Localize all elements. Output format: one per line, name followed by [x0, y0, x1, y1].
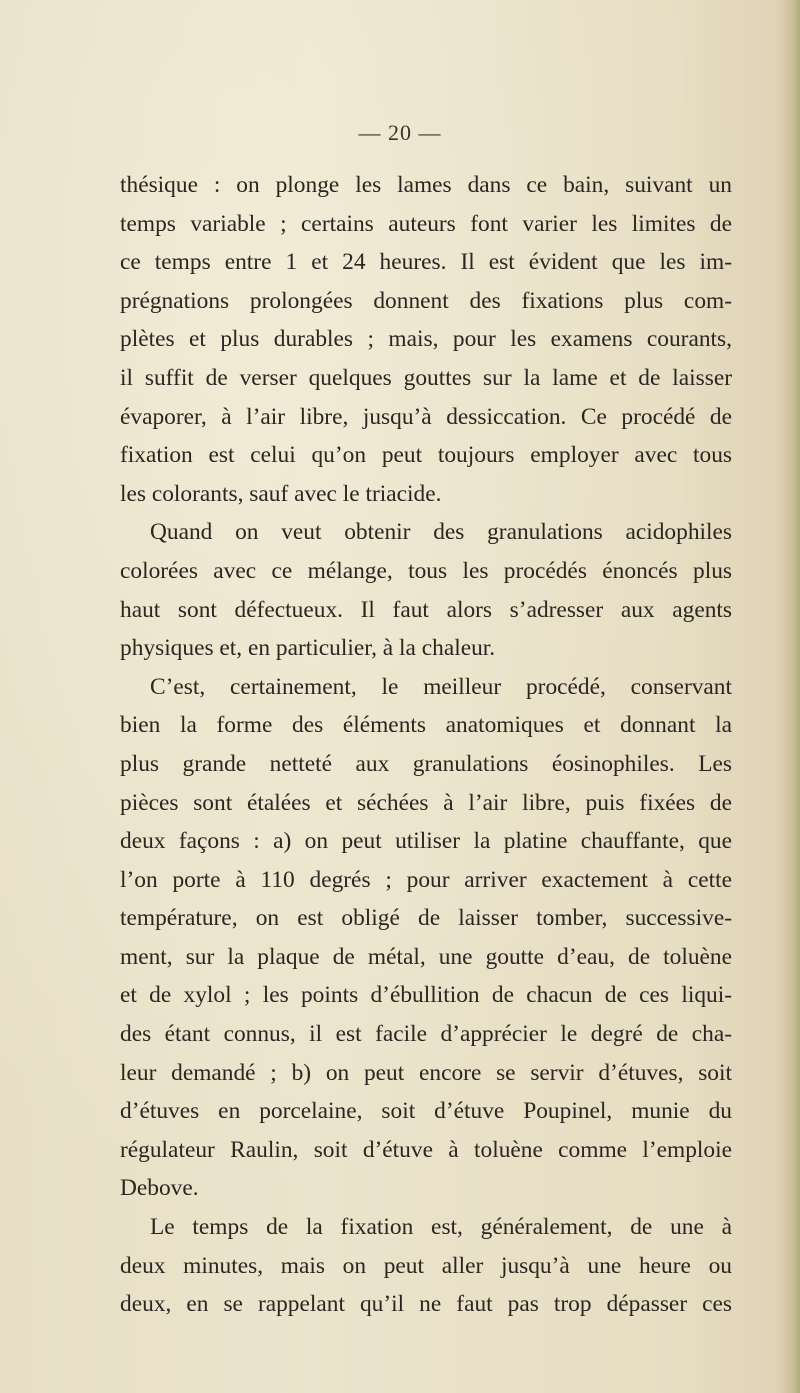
- text-line: il suffit de verser quelques gouttes sur la lame et de laisser: [120, 364, 732, 391]
- text-line: plètes et plus durables ; mais, pour les examens courants,: [120, 326, 732, 353]
- text-line: des étant connus, il est facile d’apprécier le degré de cha-: [120, 1021, 732, 1048]
- text-line: température, on est obligé de laisser tomber, successive-: [120, 905, 732, 932]
- text-line: Debove.: [120, 1175, 199, 1202]
- text-line: et de xylol ; les points d’ébullition de chacun de ces liqui-: [120, 982, 732, 1009]
- text-line: pièces sont étalées et séchées à l’air libre, puis fixées de: [120, 789, 732, 816]
- text-line: plus grande netteté aux granulations éosinophiles. Les: [120, 750, 732, 777]
- text-line: prégnations prolongées donnent des fixations plus com-: [120, 287, 732, 314]
- text-line: ce temps entre 1 et 24 heures. Il est évident que les im-: [120, 249, 732, 276]
- text-line: temps variable ; certains auteurs font varier les limites de: [120, 210, 732, 237]
- text-line: ment, sur la plaque de métal, une goutte d’eau, de toluène: [120, 943, 732, 970]
- text-line: physiques et, en particulier, à la chaleur.: [120, 635, 496, 662]
- text-line: thésique : on plonge les lames dans ce bain, suivant un: [120, 172, 732, 198]
- text-line: évaporer, à l’air libre, jusqu’à dessiccation. Ce procédé de: [120, 403, 732, 430]
- text-line: fixation est celui qu’on peut toujours employer avec tous: [120, 442, 732, 469]
- page-edge-shadow: [778, 0, 800, 1393]
- text-line: leur demandé ; b) on peut encore se servir d’étuves, soit: [120, 1059, 732, 1086]
- text-line: l’on porte à 110 degrés ; pour arriver exactement à cette: [120, 866, 732, 893]
- page-number: — 20 —: [358, 120, 442, 145]
- text-line: régulateur Raulin, soit d’étuve à toluène comme l’emploie: [120, 1136, 732, 1163]
- text-line: deux, en se rappelant qu’il ne faut pas trop dépasser ces: [120, 1291, 732, 1318]
- text-line: les colorants, sauf avec le triacide.: [120, 480, 442, 507]
- text-line: haut sont défectueux. Il faut alors s’adresser aux agents: [120, 596, 732, 623]
- text-line: C’est, certainement, le meilleur procédé, conservant: [150, 673, 732, 700]
- body-text: [120, 166, 732, 1324]
- text-line: deux minutes, mais on peut aller jusqu’à une heure ou: [120, 1252, 732, 1279]
- text-line: Quand on veut obtenir des granulations acidophiles: [150, 519, 732, 546]
- text-line: d’étuves en porcelaine, soit d’étuve Poupinel, munie du: [120, 1098, 732, 1125]
- text-line: colorées avec ce mélange, tous les procédés énoncés plus: [120, 557, 732, 584]
- text-line: Le temps de la fixation est, généralement, de une à: [150, 1214, 732, 1241]
- text-line: bien la forme des éléments anatomiques et donnant la: [120, 712, 732, 739]
- text-line: deux façons : a) on peut utiliser la platine chauffante, que: [120, 828, 732, 855]
